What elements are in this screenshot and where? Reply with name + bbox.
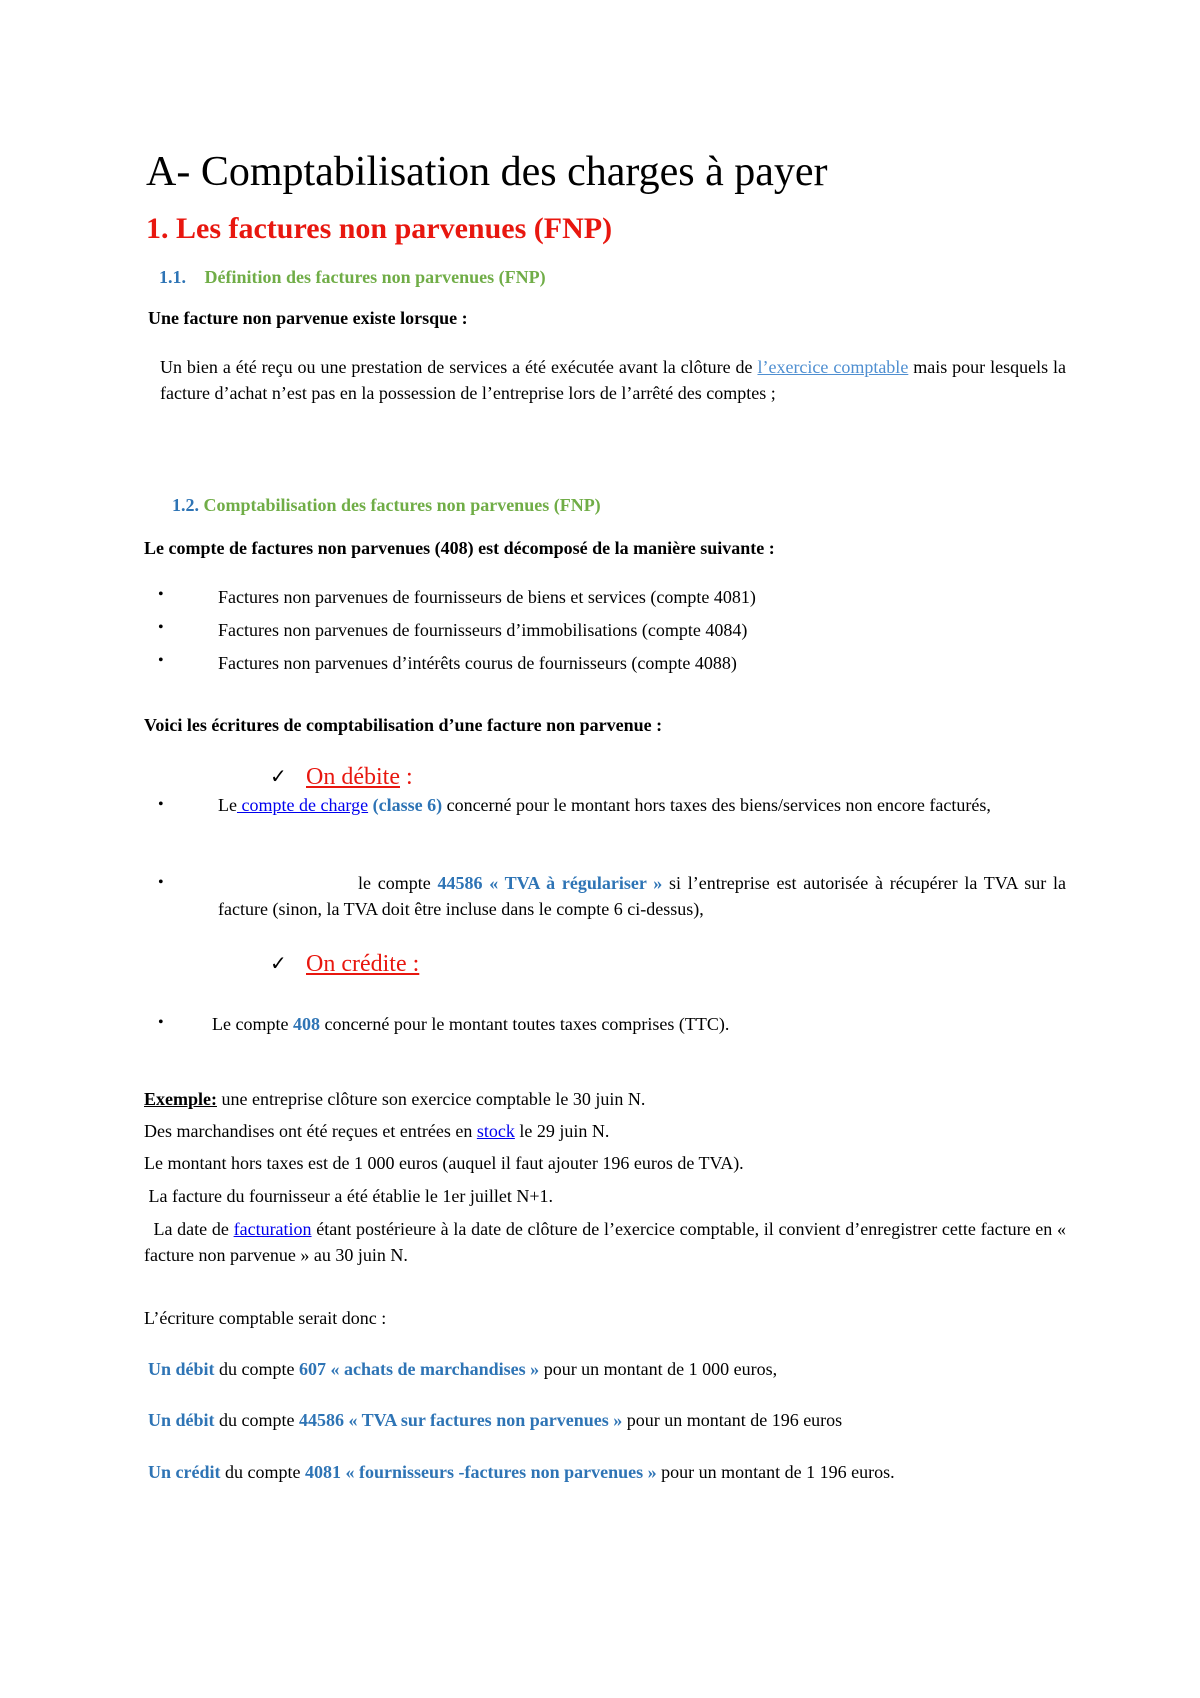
subsection-heading-1-1 [159, 265, 546, 289]
entry-debit-44586 [148, 1408, 842, 1432]
entry-mid: du compte [220, 1462, 305, 1482]
debit-heading-colon: : [399, 764, 413, 790]
entry-kind: Un débit [148, 1359, 215, 1379]
exemple-line-1-text: une entreprise clôture son exercice comptable le 30 juin N. [216, 1089, 646, 1109]
section-number: 1. [146, 212, 169, 245]
entry-account: 44586 « TVA sur factures non parvenues » [299, 1410, 623, 1430]
subsection-title: Définition des factures non parvenues (FNP) [204, 267, 546, 287]
debit-item-2-post: si l’entreprise est autorisée à récupérer la TVA sur la facture (sinon, la TVA doit être incluse dans le compte 6 ci-dessus), [218, 873, 1066, 919]
entry-kind: Un crédit [148, 1462, 221, 1482]
debit-item-2-pre: le compte [358, 873, 438, 893]
compte-408-description: Le compte de factures non parvenues (408) est décomposé de la manière suivante : [144, 538, 775, 558]
bullet-icon: • [158, 652, 164, 669]
list-item: Factures non parvenues d’intérêts courus de fournisseurs (compte 4088) [218, 653, 737, 673]
checkmark-icon: ✓ [270, 953, 287, 975]
subsection-number: 1.2. [172, 495, 199, 515]
section-title: Les factures non parvenues (FNP) [176, 212, 613, 245]
entry-debit-607 [148, 1357, 777, 1381]
entry-credit-4081 [148, 1460, 895, 1484]
exemple-line-4: La facture du fournisseur a été établie le 1er juillet N+1. [144, 1186, 553, 1206]
debit-item-1-pre: Le [218, 795, 237, 815]
definition-text-2: mais pour lesquels la facture d’achat n’est pas en la possession de l’entreprise lors de l’arrêté des comptes ; [160, 357, 1066, 403]
entry-kind: Un débit [148, 1410, 215, 1430]
entry-account: 4081 « fournisseurs -factures non parvenues » [304, 1462, 657, 1482]
intro-text: Une facture non parvenue existe lorsque : [148, 308, 468, 328]
credit-item [212, 1012, 729, 1036]
subsection-heading-1-2 [172, 493, 601, 517]
exemple-line-2-post: le 29 juin N. [514, 1121, 610, 1141]
bullet-icon: • [158, 586, 164, 603]
credit-item-pre: Le compte [212, 1014, 293, 1034]
debit-heading-text: On débite [306, 764, 400, 790]
debit-item-2-bold: 44586 « TVA à régulariser » [437, 873, 663, 893]
credit-heading: On crédite : [306, 951, 420, 977]
exemple-line-1 [144, 1087, 645, 1111]
entry-mid: du compte [214, 1410, 299, 1430]
debit-item-1 [218, 792, 1066, 818]
debit-item-1-post: concerné pour le montant hors taxes des biens/services non encore facturés, [442, 795, 991, 815]
ecriture-intro: L’écriture comptable serait donc : [144, 1308, 387, 1328]
stock-link[interactable]: stock [476, 1121, 515, 1141]
entry-mid: du compte [214, 1359, 299, 1379]
facturation-link[interactable]: facturation [233, 1219, 312, 1239]
subsection-title: Comptabilisation des factures non parvenues (FNP) [203, 495, 601, 515]
exemple-line-2 [144, 1119, 609, 1143]
exemple-line-3: Le montant hors taxes est de 1 000 euros (auquel il faut ajouter 196 euros de TVA). [144, 1153, 744, 1173]
entry-post: pour un montant de 1 196 euros. [656, 1462, 895, 1482]
bullet-icon: • [158, 619, 164, 636]
credit-item-bold: 408 [292, 1014, 320, 1034]
exemple-label: Exemple: [144, 1089, 217, 1109]
entry-account: 607 « achats de marchandises » [299, 1359, 540, 1379]
list-item: Factures non parvenues de fournisseurs d’immobilisations (compte 4084) [218, 620, 748, 640]
list-item: Factures non parvenues de fournisseurs de biens et services (compte 4081) [218, 587, 756, 607]
entry-post: pour un montant de 1 000 euros, [539, 1359, 778, 1379]
credit-item-post: concerné pour le montant toutes taxes comprises (TTC). [319, 1014, 730, 1034]
page-title: A- Comptabilisation des charges à payer [146, 149, 828, 195]
entry-post: pour un montant de 196 euros [622, 1410, 843, 1430]
compte-de-charge-link[interactable]: compte de charge [236, 795, 369, 815]
bullet-icon: • [158, 1014, 164, 1031]
debit-heading [306, 762, 413, 792]
subsection-number: 1.1. [159, 267, 186, 287]
exemple-line-5-post: étant postérieure à la date de clôture de l’exercice comptable, il convient d’enregistrer cette facture en « facture non parvenue » au 30 juin N. [144, 1219, 1071, 1265]
definition-paragraph [160, 354, 1066, 406]
debit-item-1-bold: (classe 6) [368, 795, 443, 815]
section-heading-1 [146, 210, 612, 248]
exemple-line-5 [144, 1216, 1071, 1268]
checkmark-icon: ✓ [270, 766, 287, 788]
debit-item-2 [218, 870, 1066, 922]
exemple-line-2-pre: Des marchandises ont été reçues et entrées en [144, 1121, 477, 1141]
bullet-icon: • [158, 874, 164, 891]
exemple-line-5-pre: La date de [144, 1219, 234, 1239]
definition-text-1: Un bien a été reçu ou une prestation de services a été exécutée avant la clôture de [160, 357, 758, 377]
voici-heading: Voici les écritures de comptabilisation d’une facture non parvenue : [144, 715, 663, 735]
bullet-icon: • [158, 796, 164, 813]
exercice-comptable-link[interactable]: l’exercice comptable [757, 357, 909, 377]
